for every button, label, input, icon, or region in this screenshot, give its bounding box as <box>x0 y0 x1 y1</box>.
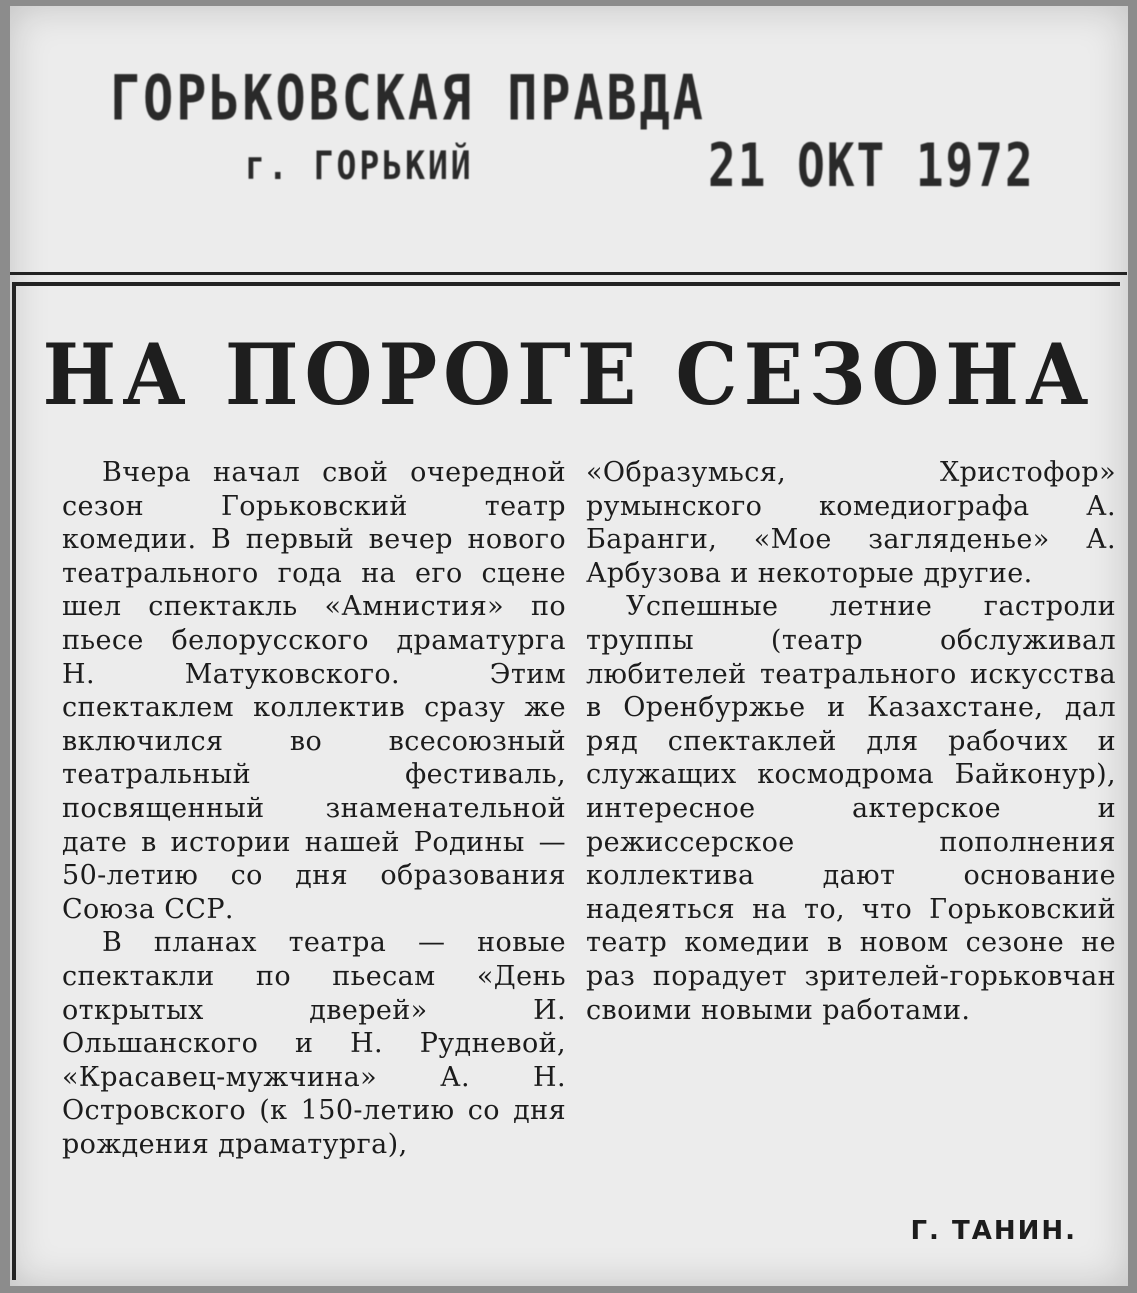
article-right-column <box>586 456 1116 1027</box>
newspaper-name-stamp: ГОРЬКОВСКАЯ ПРАВДА <box>110 62 706 135</box>
top-rule-divider <box>10 272 1127 275</box>
paragraph: В планах театра — новые спектакли по пьесам «День открытых дверей» И. Ольшанского и Н. Рудневой, «Красавец-мужчина» А. Н. Островского (к 150-летию со дня рождения драматурга), <box>62 927 566 1160</box>
article-headline: НА ПОРОГЕ СЕЗОНА <box>42 326 1095 425</box>
paragraph: Вчера начал свой очередной сезон Горьковский театр комедии. В первый вечер нового театрального года на его сцене шел спектакль «Амнистия» по пьесе белорусского драматурга Н. Матуковского. Этим спектаклем коллектив сразу же включился во всесоюзный театральный фестиваль, посвященный знаменательной дате в истории нашей Родины — 50-летию со дня образования Союза ССР. <box>62 457 566 925</box>
date-stamp: 21 ОКТ 1972 <box>708 130 1035 201</box>
author-signature: Г. ТАНИН. <box>910 1216 1077 1246</box>
paragraph: «Образумься, Христофор» румынского комедиографа А. Баранги, «Мое загляденье» А. Арбузова и некоторые другие. <box>586 457 1116 589</box>
city-stamp: г. ГОРЬКИЙ <box>245 142 474 189</box>
article-left-column <box>62 456 566 1161</box>
paragraph: Успешные летние гастроли труппы (театр обслуживал любителей театрального искусства в Оренбуржье и Казахстане, дал ряд спектаклей для рабочих и служащих космодрома Байконур), интересное актерское и режиссерское пополнения коллектива дают основание надеяться на то, что Горьковский театр комедии в новом сезоне не раз порадует зрителей-горьковчан своими новыми работами. <box>586 591 1116 1026</box>
